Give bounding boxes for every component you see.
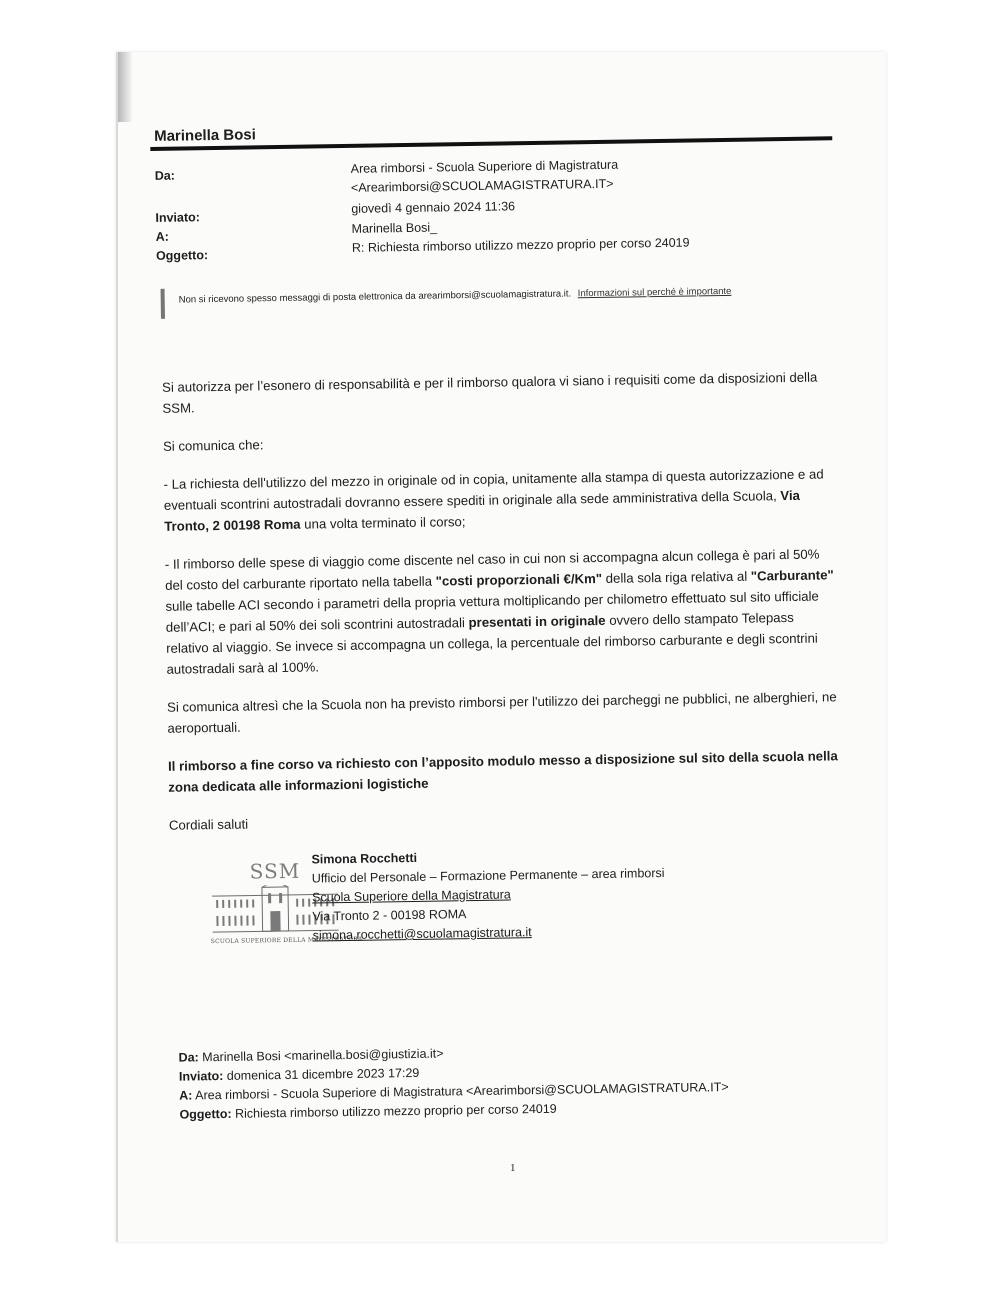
email-printout [150, 117, 856, 1125]
costs-table-bold: "costi proporzionali €/Km" [435, 570, 603, 589]
email-body [162, 366, 841, 835]
original-receipts-bold: presentati in originale [468, 612, 606, 631]
from-value-name: Area rimborsi - Scuola Superiore di Magistratura [350, 157, 619, 176]
fuel-bold: "Carburante" [750, 567, 834, 584]
quoted-from: Da: Marinella Bosi <marinella.bosi@giustizia.it> [178, 1046, 444, 1065]
quoted-original-message [178, 1038, 855, 1125]
page-number: 1 [510, 1162, 516, 1174]
body-paragraph-intro: Si comunica che: [162, 437, 264, 454]
body-paragraph-reimbursement: - Il rimborso delle spese di viaggio come discente nel caso in cui non si accompagna alcun collega è pari al 50% del costo del carburante riportato nella tabella "costi proporzionali €/Km" della sola riga relativa al "Carburante" sulle tabelle ACI secondo i parametri della propria vettura moltiplicando per chilometro effettuato sul sito ufficiale dell’ACI; e pari al 50% dei soli scontrini autostradali presentati in originale ovvero dello stampato Telepass relativo al viaggio. Se invece si accompagna un collega, la percentuale del rimborso carburante e degli scontrini autostradali sarà al 100%. [164, 546, 834, 677]
signature-block [169, 842, 852, 953]
from-label: Da: [154, 168, 176, 183]
quoted-subject: Oggetto: Richiesta rimborso utilizzo mezzo proprio per corso 24019 [179, 1101, 557, 1122]
body-paragraph-authorization: Si autorizza per l’esonero di responsabilità e per il rimborso qualora vi siano i requisiti come da disposizioni della SSM. [161, 369, 818, 416]
school-address-bold: Via Tronto, 2 00198 Roma [164, 487, 801, 534]
ssm-logo-caption: SCUOLA SUPERIORE DELLA MAGISTRATURA [210, 935, 363, 946]
body-closing: Cordiali saluti [168, 816, 249, 833]
notice-text: Non si ricevono spesso messaggi di posta elettronica da arearimborsi@scuolamagistratura.it. [178, 288, 572, 306]
external-sender-notice [161, 278, 843, 319]
quoted-to: A: Area rimborsi - Scuola Superiore di Magistratura <Arearimborsi@SCUOLAMAGISTRATURA.IT> [179, 1080, 729, 1103]
school-link[interactable]: Scuola Superiore della Magistratura [311, 887, 511, 905]
subject-label: Oggetto: [155, 248, 209, 263]
quoted-sent: Inviato: domenica 31 dicembre 2023 17:29 [178, 1065, 420, 1084]
body-paragraph-parking: Si comunica altresì che la Scuola non ha previsto rimborsi per l'utilizzo dei parcheggi ne pubblici, ne alberghieri, ne aeroportuali. [166, 689, 837, 736]
signer-email-link[interactable]: simona.rocchetti@scuolamagistratura.it [312, 925, 532, 943]
signer-name: Simona Rocchetti [311, 850, 418, 867]
sent-label: Inviato: [155, 210, 200, 225]
body-paragraph-form: Il rimborso a fine corso va richiesto con l’apposito modulo messo a disposizione sul sito della scuola nella zona dedicata alle informazioni logistiche [167, 748, 838, 795]
notice-info-link[interactable]: Informazioni sul perché è importante [577, 285, 732, 300]
body-paragraph-request: - La richiesta dell'utilizzo del mezzo in originale od in copia, unitamente alla stampa di questa autorizzazione e ad eventuali scontrini autostradali dovranno essere spediti in originale alla sede amministrativa della Scuola, Via Tronto, 2 00198 Roma una volta terminato il corso; [163, 466, 824, 534]
email-header [151, 158, 843, 279]
to-label: A: [155, 229, 170, 244]
paper-fold-shadow [118, 52, 132, 122]
sent-value: giovedì 4 gennaio 2024 11:36 [351, 199, 516, 216]
to-value: Marinella Bosi_ [351, 220, 438, 236]
recipient-name-heading: Marinella Bosi [153, 126, 256, 145]
school-address: Via Tronto 2 - 00198 ROMA [312, 907, 467, 924]
signer-office: Ufficio del Personale – Formazione Permanente – area rimborsi [311, 866, 665, 886]
from-value-email: <Arearimborsi@SCUOLAMAGISTRATURA.IT> [350, 176, 614, 195]
ssm-logo-text: SSM [249, 858, 301, 884]
signature-details [311, 845, 665, 946]
subject-value: R: Richiesta rimborso utilizzo mezzo proprio per corso 24019 [351, 235, 690, 255]
